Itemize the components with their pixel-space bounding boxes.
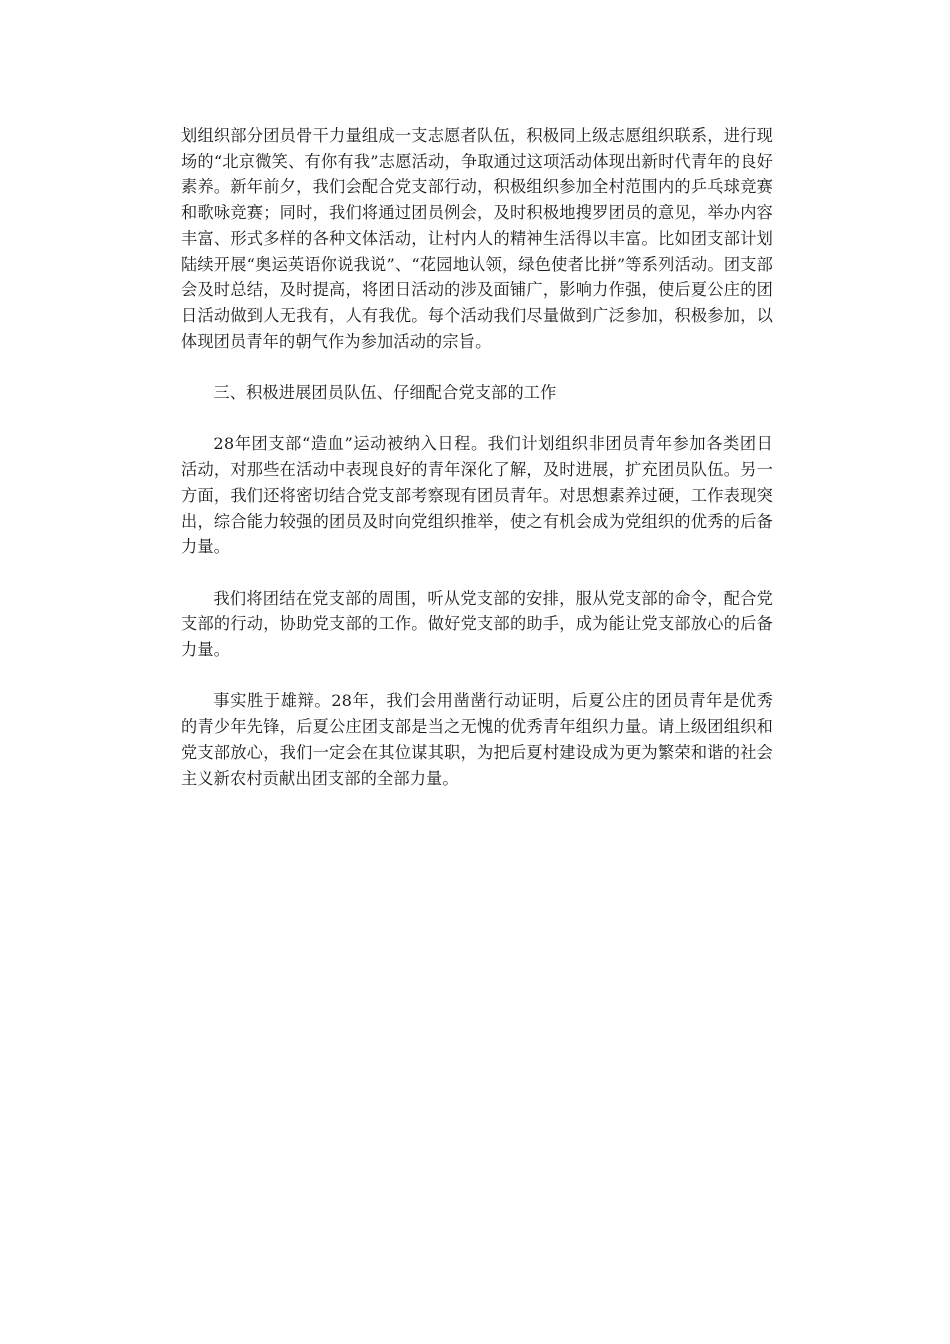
paragraph-party-support: 我们将团结在党支部的周围，听从党支部的安排，服从党支部的命令，配合党支部的行动，协助党支部的工作。做好党支部的助手，成为能让党支部放心的后备力量。 xyxy=(181,588,773,660)
paragraph-volunteer-activities: 划组织部分团员骨干力量组成一支志愿者队伍，积极同上级志愿组织联系，进行现场的“北京微笑、有你有我”志愿活动，争取通过这项活动体现出新时代青年的良好素养。新年前夕，我们会配合党支部行动，积极组织参加全村范围内的乒乓球竞赛和歌咏竞赛；同时，我们将通过团员例会，及时积极地搜罗团员的意见，举办内容丰富、形式多样的各种文体活动，让村内人的精神生活得以丰富。比如团支部计划陆续开展“奥运英语你说我说”、“花园地认领，绿色使者比拼”等系列活动。团支部会及时总结，及时提高，将团日活动的涉及面铺广，影响力作强，使后夏公庄的团日活动做到人无我有，人有我优。每个活动我们尽量做到广泛参加，积极参加，以体现团员青年的朝气作为参加活动的宗旨。 xyxy=(181,126,773,351)
paragraph-conclusion: 事实胜于雄辩。28年，我们会用凿凿行动证明，后夏公庄的团员青年是优秀的青少年先锋，后夏公庄团支部是当之无愧的优秀青年组织力量。请上级团组织和党支部放心，我们一定会在其位谋其职，为把后夏村建设成为更为繁荣和谐的社会主义新农村贡献出团支部的全部力量。 xyxy=(181,691,773,788)
section-heading-three: 三、积极进展团员队伍、仔细配合党支部的工作 xyxy=(213,383,557,403)
paragraph-member-development: 28年团支部“造血”运动被纳入日程。我们计划组织非团员青年参加各类团日活动，对那些在活动中表现良好的青年深化了解，及时进展，扩充团员队伍。另一方面，我们还将密切结合党支部考察现有团员青年。对思想素养过硬，工作表现突出，综合能力较强的团员及时向党组织推举，使之有机会成为党组织的优秀的后备力量。 xyxy=(181,434,773,557)
document-body xyxy=(181,123,773,817)
